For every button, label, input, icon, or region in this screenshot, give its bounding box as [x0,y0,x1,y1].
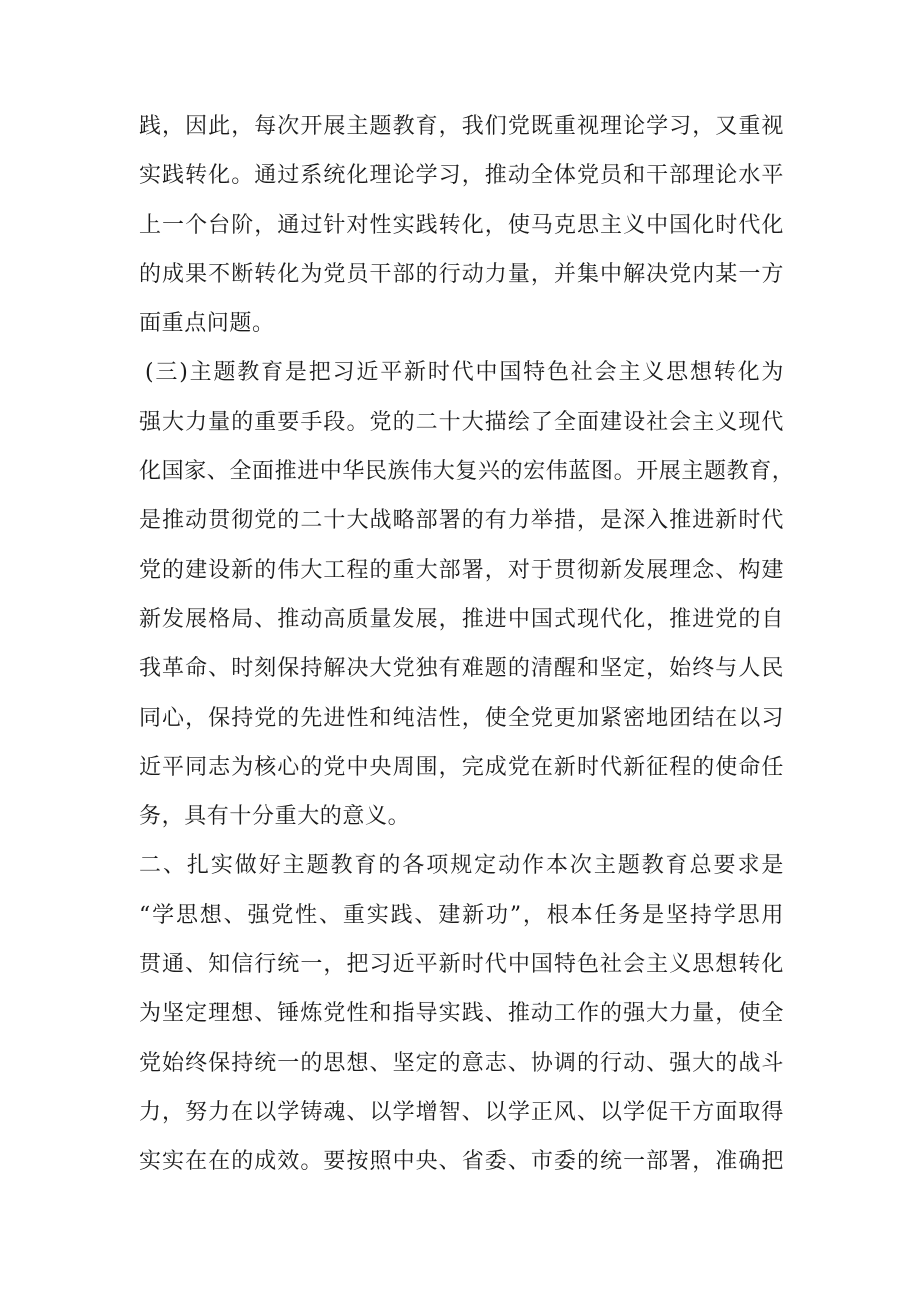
section-heading-line: (三)主题教育是把习近平新时代中国特色社会主义思想转化为 [145,360,784,386]
text-line: 实践转化。通过系统化理论学习，推动全体党员和干部理论水平 [139,163,784,189]
text-line: 的成果不断转化为党员干部的行动力量，并集中解决党内某一方 [139,261,784,287]
text-line: 是推动贯彻党的二十大战略部署的有力举措，是深入推进新时代 [139,508,784,534]
text-line: 面重点问题。 [139,311,275,337]
text-line: 贯通、知信行统一，把习近平新时代中国特色社会主义思想转化 [139,952,784,978]
text-line: 务，具有十分重大的意义。 [139,804,411,830]
text-line: 为坚定理想、锤炼党性和指导实践、推动工作的强大力量，使全 [139,1001,784,1027]
text-line: 力，努力在以学铸魂、以学增智、以学正风、以学促干方面取得 [139,1099,784,1125]
text-line: 化国家、全面推进中华民族伟大复兴的宏伟蓝图。开展主题教育， [139,459,795,485]
document-body [139,102,795,1187]
text-line: 强大力量的重要手段。党的二十大描绘了全面建设社会主义现代 [139,409,784,435]
text-line: 同心，保持党的先进性和纯洁性，使全党更加紧密地团结在以习 [139,705,784,731]
text-line: 践，因此，每次开展主题教育，我们党既重视理论学习，又重视 [139,114,784,139]
text-line: 上一个台阶，通过针对性实践转化，使马克思主义中国化时代化 [139,212,784,238]
text-line: 近平同志为核心的党中央周围，完成党在新时代新征程的使命任 [139,754,784,780]
text-line: 党的建设新的伟大工程的重大部署，对于贯彻新发展理念、构建 [139,557,784,583]
text-line: 新发展格局、推动高质量发展，推进中国式现代化，推进党的自 [139,606,784,632]
text-line: “学思想、强党性、重实践、建新功”，根本任务是坚持学思用 [139,902,784,928]
text-line: 实实在在的成效。要按照中央、省委、市委的统一部署，准确把 [139,1149,784,1175]
text-line: 我革命、时刻保持解决大党独有难题的清醒和坚定，始终与人民 [139,656,784,682]
text-line: 党始终保持统一的思想、坚定的意志、协调的行动、强大的战斗 [139,1050,784,1076]
section-heading-line: 二、扎实做好主题教育的各项规定动作本次主题教育总要求是 [139,853,784,879]
